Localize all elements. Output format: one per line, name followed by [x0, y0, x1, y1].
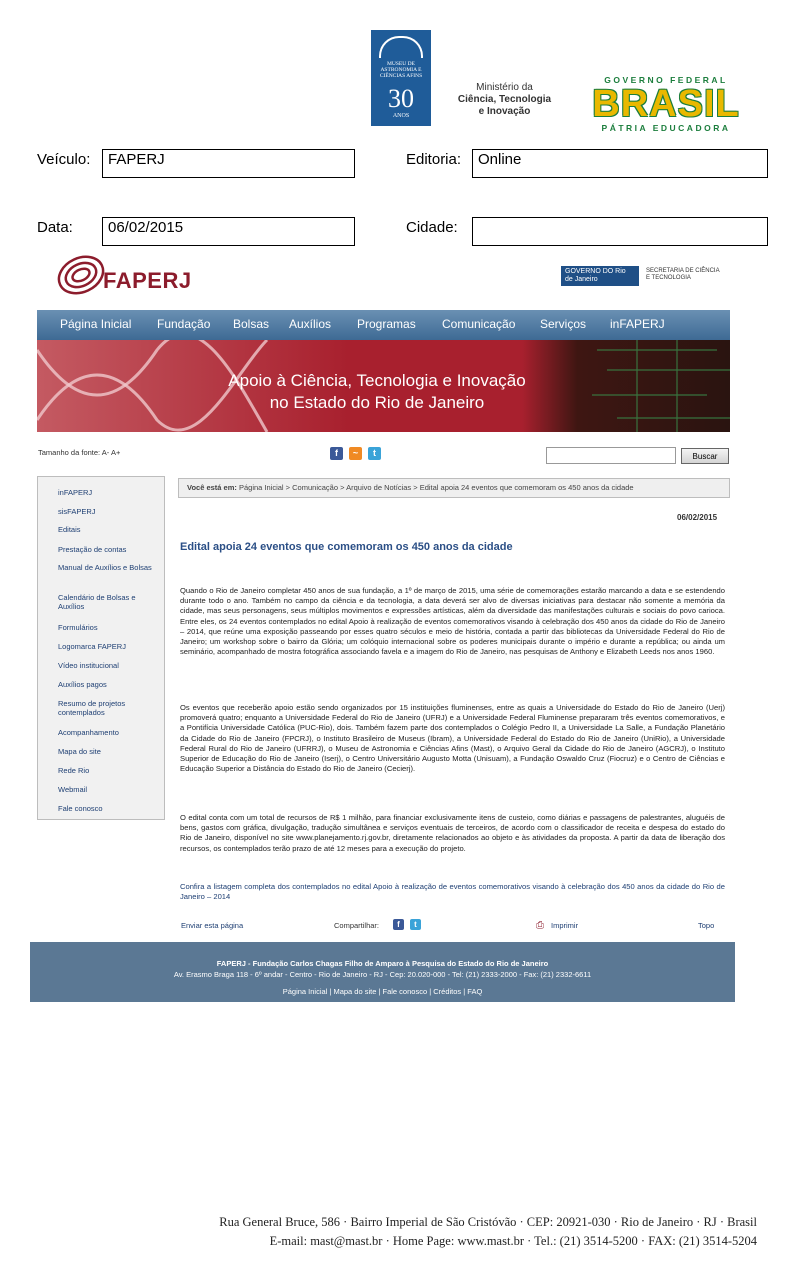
- mast-logo-title: MUSEU DE ASTRONOMIA E CIÊNCIAS AFINS: [379, 61, 423, 79]
- mast-logo: [371, 30, 431, 126]
- nav-programas[interactable]: Programas: [357, 317, 416, 331]
- breadcrumb-path[interactable]: Página Inicial > Comunicação > Arquivo de Notícias > Edital apoia 24 eventos que comemoram os 450 anos da cidade: [238, 483, 634, 492]
- main-navbar: [37, 310, 730, 340]
- observatory-dome-icon: [379, 36, 423, 58]
- footer-links[interactable]: Página Inicial | Mapa do site | Fale conosco | Créditos | FAQ: [282, 987, 483, 996]
- footer-line2: Av. Erasmo Braga 118 - 6º andar - Centro - Rio de Janeiro - RJ - Cep: 20.020-000 - Tel: (21) 2333-2000 - Fax: (21) 2332-6611: [173, 970, 592, 979]
- sidebar-item-acompanhamento[interactable]: Acompanhamento: [58, 728, 119, 737]
- breadcrumb: [178, 478, 730, 498]
- sidebar-item-auxilios-pagos[interactable]: Auxílios pagos: [58, 680, 107, 689]
- footer-line1: FAPERJ - Fundação Carlos Chagas Filho de Amparo à Pesquisa do Estado do Rio de Janeiro: [216, 959, 549, 968]
- nav-bolsas[interactable]: Bolsas: [233, 317, 270, 331]
- veiculo-field[interactable]: FAPERJ: [102, 149, 355, 178]
- sidebar-item-infaperj[interactable]: inFAPERJ: [58, 488, 93, 497]
- top-link[interactable]: Topo: [698, 921, 715, 930]
- nav-servicos[interactable]: Serviços: [540, 317, 587, 331]
- sidebar-item-sisfaperj[interactable]: sisFAPERJ: [58, 507, 96, 516]
- search-input[interactable]: [546, 447, 676, 464]
- article-date: 06/02/2015: [677, 513, 718, 522]
- hero-banner: [37, 340, 730, 432]
- article-paragraph-3: O edital conta com um total de recursos de R$ 1 milhão, para financiar exclusivamente itens de custeio, como diárias e passagens de palestrantes, aluguéis de bens, gastos com gráfica, divulgação, tradução simultânea e serviços eventuais de terceiros, de acordo com o classificador de receita e despesa do estado do Rio de Janeiro, disponível no site www.planejamento.rj.gov.br, diretamente relacionados ao objeto e às atividades da proposta. A partir da data de liberação dos recursos, os contemplados terão prazo de até 12 meses para a execução do projeto.: [180, 813, 725, 853]
- mast-logo-anos: ANOS: [392, 113, 410, 119]
- printer-icon[interactable]: ⎙: [536, 920, 544, 931]
- nav-pagina-inicial[interactable]: Página Inicial: [60, 317, 132, 331]
- sidebar-item-editais[interactable]: Editais: [58, 525, 81, 534]
- ministry-line2: Ciência, Tecnologia: [457, 94, 552, 105]
- banner-line2: no Estado do Rio de Janeiro: [269, 393, 485, 412]
- government-top: GOVERNO FEDERAL: [604, 75, 728, 85]
- ministry-line1: Ministério da: [476, 82, 533, 93]
- ministry-logo: [442, 82, 567, 118]
- share-twitter-icon[interactable]: t: [410, 919, 421, 930]
- mast-logo-number: 30: [388, 84, 414, 113]
- banner-line1: Apoio à Ciência, Tecnologia e Inovação: [228, 371, 526, 390]
- cidade-label: Cidade:: [406, 219, 458, 236]
- sidebar-item-rede-rio[interactable]: Rede Rio: [58, 766, 90, 775]
- nav-infaperj[interactable]: inFAPERJ: [610, 317, 665, 331]
- cidade-field[interactable]: [472, 217, 768, 246]
- sidebar-item-manual[interactable]: Manual de Auxílios e Bolsas: [58, 563, 152, 572]
- site-footer: [30, 942, 735, 1002]
- share-facebook-icon[interactable]: f: [393, 919, 404, 930]
- breadcrumb-label: Você está em:: [187, 483, 237, 492]
- government-brasil: BRASIL: [592, 83, 740, 125]
- faperj-swirl-icon: [56, 254, 106, 296]
- rio-government-badge: GOVERNO DO Rio de Janeiro: [561, 266, 639, 286]
- sidebar-item-logomarca[interactable]: Logomarca FAPERJ: [58, 642, 126, 651]
- send-page-link[interactable]: Enviar esta página: [181, 921, 244, 930]
- secretaria-logo: SECRETARIA DE CIÊNCIA E TECNOLOGIA: [646, 268, 720, 281]
- nav-comunicacao[interactable]: Comunicação: [442, 317, 516, 331]
- nav-auxilios[interactable]: Auxílios: [289, 317, 332, 331]
- faperj-logo-text: FAPERJ: [103, 268, 192, 293]
- sidebar-item-calendario[interactable]: Calendário de Bolsas e Auxílios: [58, 593, 136, 611]
- editoria-label: Editoria:: [406, 151, 462, 168]
- banner-text: [147, 370, 607, 414]
- article-paragraph-4-link[interactable]: Confira a listagem completa dos contemplados no edital Apoio à realização de eventos comemorativos visando à celebração dos 450 anos da cidade do Rio de Janeiro – 2014: [180, 882, 725, 902]
- share-label: Compartilhar:: [334, 921, 380, 930]
- article-title: Edital apoia 24 eventos que comemoram os 450 anos da cidade: [180, 541, 513, 553]
- address-line1: Rua General Bruce, 586 · Bairro Imperial de São Cristóvão · CEP: 20921-030 · Rio de Janeiro · RJ · Brasil: [219, 1215, 757, 1229]
- editoria-field[interactable]: Online: [472, 149, 768, 178]
- ministry-line3: e Inovação: [478, 106, 531, 117]
- sidebar-item-prestacao[interactable]: Prestação de contas: [58, 545, 127, 554]
- sidebar-item-mapa[interactable]: Mapa do site: [58, 747, 101, 756]
- veiculo-label: Veículo:: [37, 151, 91, 168]
- data-label: Data:: [37, 219, 73, 236]
- sidebar-item-webmail[interactable]: Webmail: [58, 785, 88, 794]
- font-size-tool[interactable]: Tamanho da fonte: A- A+: [38, 448, 121, 457]
- search-button[interactable]: Buscar: [681, 448, 729, 464]
- sidebar-item-formularios[interactable]: Formulários: [58, 623, 98, 632]
- rss-icon[interactable]: ~: [349, 447, 362, 460]
- sidebar-item-resumo[interactable]: Resumo de projetos contemplados: [58, 699, 126, 717]
- government-bottom: PÁTRIA EDUCADORA: [601, 123, 731, 133]
- sidebar-item-video[interactable]: Vídeo institucional: [58, 661, 119, 670]
- nav-fundacao[interactable]: Fundação: [157, 317, 211, 331]
- facebook-icon[interactable]: f: [330, 447, 343, 460]
- twitter-icon[interactable]: t: [368, 447, 381, 460]
- address-line2: E-mail: mast@mast.br · Home Page: www.mast.br · Tel.: (21) 3514-5200 · FAX: (21) 3514-5204: [269, 1234, 757, 1248]
- government-logo: [583, 75, 749, 133]
- print-link[interactable]: Imprimir: [551, 921, 579, 930]
- article-paragraph-2: Os eventos que receberão apoio estão sendo organizados por 15 instituições fluminenses, entre as quais a Universidade do Estado do Rio de Janeiro (Uerj) promoverá quatro; enquanto a Universidade Federal do Rio de Janeiro (UFRJ) e a Universidade Federal Fluminense prepararam três eventos comemorativos, e a Pontifícia Universidade Católica (PUC-Rio), dois. Também fazem parte dos contemplados o Colégio Pedro II, a Universidade La Salle, a Fundação Planetário da Cidade do Rio de Janeiro (FPCRJ), o Instituto Brasileiro de Museus (Ibram), a Universidade Federal do Estado do Rio de Janeiro (UniRio), a Universidade Federal Rural do Rio de Janeiro (UFRRJ), o Museu de Astronomia e Ciências Afins (Mast), o Arquivo Geral da Cidade do Rio de Janeiro (AGCRJ), o Instituto Superior de Educação do Rio de Janeiro (Iserj), o Centro Universitário Augusto Motta (Unisuam), a Fundação Oswaldo Cruz (Fiocruz) e o Centro de Ciências e Educação Superior a Distância do Estado do Rio de Janeiro (Cecierj).: [180, 703, 725, 774]
- article-paragraph-1: Quando o Rio de Janeiro completar 450 anos de sua fundação, a 1º de março de 2015, uma série de comemorações estarão marcando a data e se estendendo durante todo o ano. Também no campo da ciência e da tecnologia, a data deverá ser alvo de diversas iniciativas para destacar não somente a memória da cidade, mas seus personagens, seus múltiplos movimentos e expressões artísticas, além da diversidade das manifestações culturais e sociais do povo carioca. Entre eles, os 24 eventos contemplados no edital Apoio à realização de eventos comemorativos visando à celebração dos 450 anos da cidade do Rio de Janeiro – 2014, que reúne uma exposição passeando por esses quatro séculos e meio de história, contada a partir das bibliotecas da Universidade Federal do Rio de Janeiro; um workshop sobre o bairro da Glória; um colóquio internacional sobre os poderes municipais durante o império e durante a república; ou ainda um seminário, acompanhado de mostra fotográfica associando favela e a imagem do Rio de Janeiro, nas pesquisas de Anthony e Elizabeth Leeds nos anos 1960.: [180, 586, 725, 657]
- sidebar-menu: [37, 476, 165, 820]
- sidebar-item-fale-conosco[interactable]: Fale conosco: [58, 804, 103, 813]
- data-field[interactable]: 06/02/2015: [102, 217, 355, 246]
